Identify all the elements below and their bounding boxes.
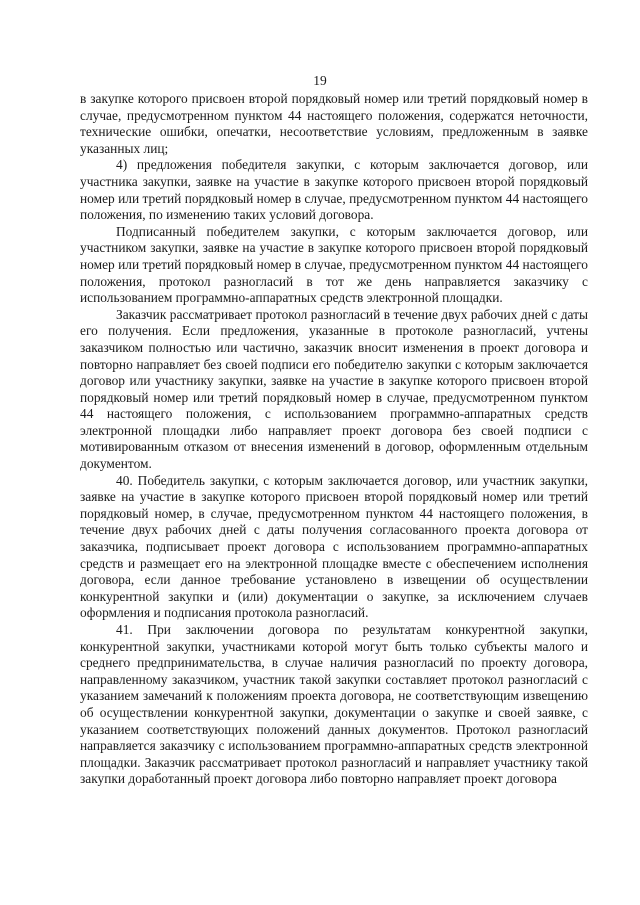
paragraph-item-4: 4) предложения победителя закупки, с которым заключается договор, или участника закупки, заявке на участие в закупке которого присвоен второй порядковый номер или третий порядковый номер в случае, предусмотренном пунктом 44 настоящего положения, по изменению таких условий договора. <box>80 157 588 223</box>
paragraph-clause-40: 40. Победитель закупки, с которым заключается договор, или участник закупки, заявке на участие в закупке которого присвоен второй порядковый номер или третий порядковый номер, в случае, предусмотренном пунктом 44 настоящего положения, в течение двух рабочих дней с даты получения согласованного проекта договора от заказчика, подписывает проект договора с использованием программно-аппаратных средств и размещает его на электронной площадке вместе с обеспечением исполнения договора, если данное требование установлено в извещении об осуществлении конкурентной закупки и (или) документации о закупке, за исключением случаев оформления и подписания протокола разногласий. <box>80 472 588 621</box>
paragraph-customer-review: Заказчик рассматривает протокол разногласий в течение двух рабочих дней с даты его получения. Если предложения, указанные в протоколе разногласий, учтены заказчиком полностью или частично, заказчик вносит изменения в проект договора и повторно направляет без своей подписи его победителю закупки с которым заключается договор или участнику закупки, заявке на участие в закупке которого присвоен второй порядковый номер или третий порядковый номер в случае, предусмотренном пунктом 44 настоящего положения, с использованием программно-аппаратных средств электронной площадки либо направляет проект договора без своей подписи с мотивированным отказом от внесения изменений в договор, оформленным отдельным документом. <box>80 306 588 472</box>
page-number: 19 <box>313 73 327 88</box>
paragraph-clause-41: 41. При заключении договора по результатам конкурентной закупки, конкурентной закупки, участниками которой могут быть только субъекты малого и среднего предпринимательства, в случае наличия разногласий по проекту договора, направленному заказчиком, участник такой закупки составляет протокол разногласий с указанием замечаний к положениям проекта договора, не соответствующим извещению об осуществлении конкурентной закупки, документации о закупке и своей заявке, с указанием соответствующих положений данных документов. Протокол разногласий направляется заказчику с использованием программно-аппаратных средств электронной площадки. Заказчик рассматривает протокол разногласий и направляет участнику такой закупки доработанный проект договора либо повторно направляет проект договора <box>80 622 588 787</box>
paragraph-continuation: в закупке которого присвоен второй порядковый номер или третий порядковый номер в случае, предусмотренном пунктом 44 настоящего положения, содержатся неточности, технические ошибки, опечатки, несоответствие условиям, предложенным в заявке указанных лиц; <box>80 91 588 156</box>
paragraph-signed-protocol: Подписанный победителем закупки, с которым заключается договор, или участником закупки, заявке на участие в закупке которого присвоен второй порядковый номер или третий порядковый номер в случае, предусмотренном пунктом 44 настоящего положения, протокол разногласий в тот же день направляется заказчику с использованием программно-аппаратных средств электронной площадки. <box>80 223 588 306</box>
document-body <box>80 91 588 788</box>
